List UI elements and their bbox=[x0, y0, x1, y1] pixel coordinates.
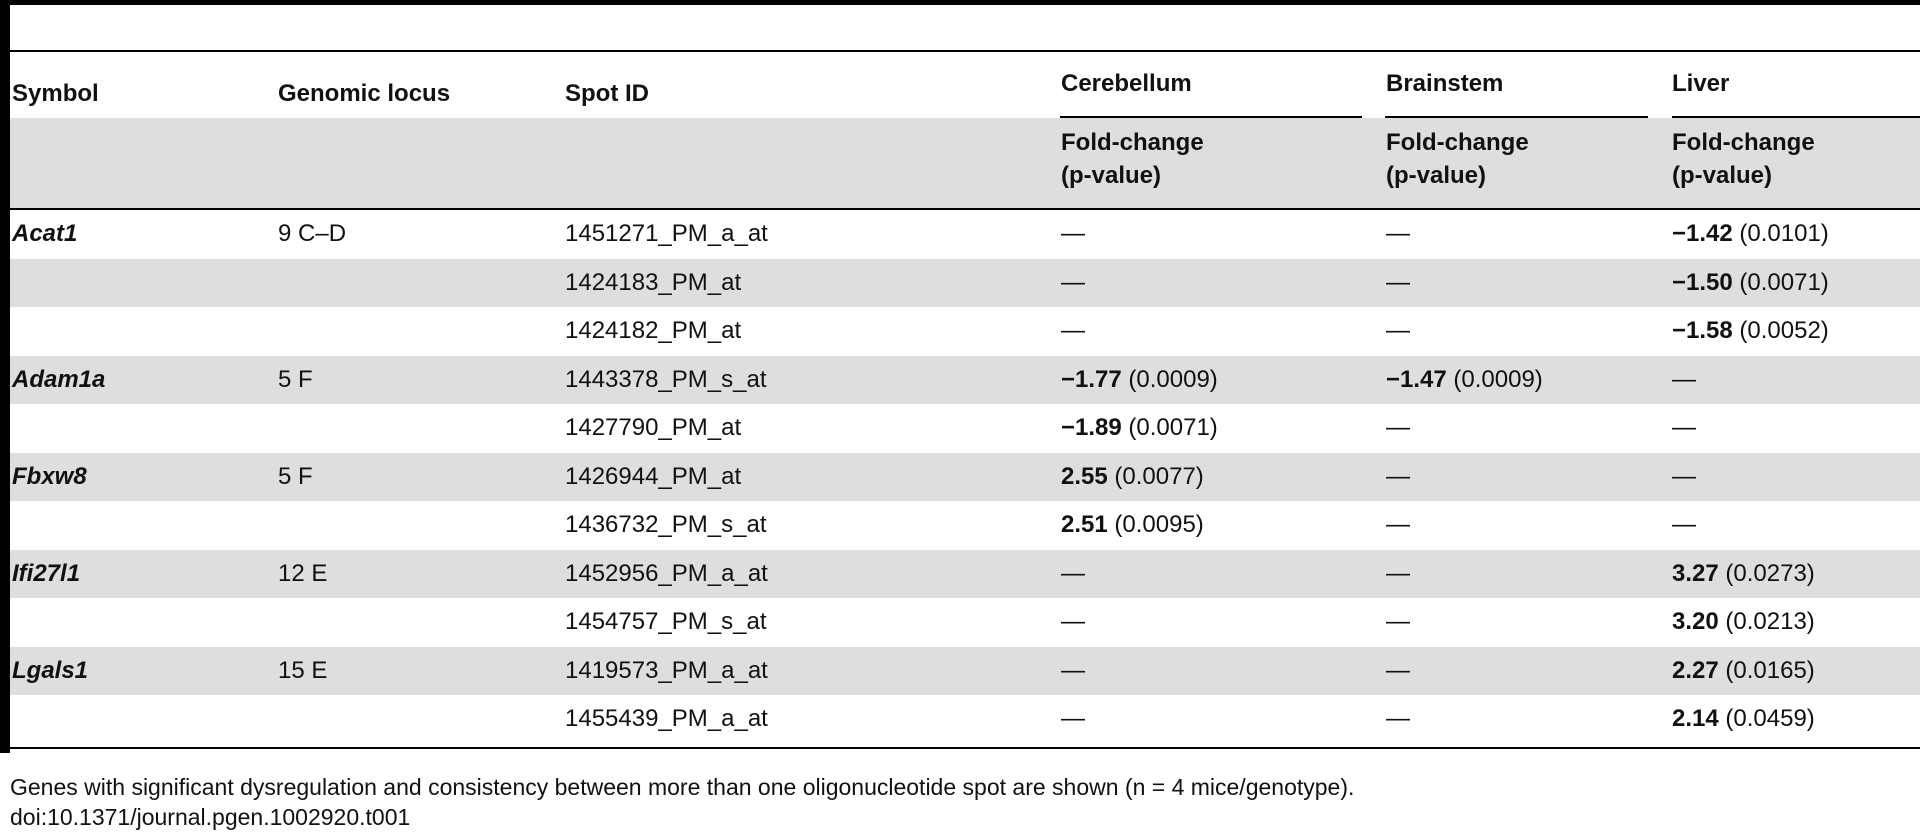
liver-fold-change-cell bbox=[1672, 703, 1815, 735]
subheader-cerebellum-line1: Fold-change bbox=[1061, 129, 1204, 156]
genomic-locus: 5 F bbox=[278, 365, 313, 393]
doi-reference: doi:10.1371/journal.pgen.1002920.t001 bbox=[10, 804, 411, 830]
brainstem-fold-change: −1.47 bbox=[1386, 365, 1447, 393]
cerebellum-fold-change-cell bbox=[1061, 606, 1085, 638]
gene-symbol: Ifi27l1 bbox=[12, 559, 81, 587]
liver-p-value: (0.0101) bbox=[1739, 220, 1829, 247]
cerebellum-fold-change-cell bbox=[1061, 703, 1085, 735]
brainstem-fold-change: — bbox=[1386, 656, 1410, 684]
spot-id: 1443378_PM_s_at bbox=[565, 365, 767, 393]
liver-fold-change: — bbox=[1672, 511, 1696, 538]
gene-symbol: Adam1a bbox=[12, 365, 106, 393]
brainstem-fold-change-cell bbox=[1386, 267, 1410, 299]
gene-symbol: Acat1 bbox=[12, 220, 78, 247]
gene-symbol: Lgals1 bbox=[12, 656, 89, 684]
liver-fold-change-cell bbox=[1672, 218, 1829, 250]
liver-p-value: (0.0213) bbox=[1725, 608, 1815, 635]
brainstem-fold-change: — bbox=[1386, 317, 1410, 344]
genomic-locus: 15 E bbox=[278, 656, 328, 684]
cerebellum-fold-change-cell bbox=[1061, 655, 1085, 687]
brainstem-fold-change-cell bbox=[1386, 461, 1410, 493]
cerebellum-fold-change: — bbox=[1061, 656, 1085, 684]
spot-id: 1436732_PM_s_at bbox=[565, 511, 767, 538]
brainstem-fold-change: — bbox=[1386, 268, 1410, 296]
liver-fold-change: −1.42 bbox=[1672, 220, 1733, 247]
liver-p-value: (0.0165) bbox=[1725, 656, 1815, 684]
table-bottom-rule bbox=[10, 747, 1920, 749]
subheader-brainstem-line1: Fold-change bbox=[1386, 129, 1529, 156]
table-footnote: Genes with significant dysregulation and consistency between more than one oligonucleotide spot are shown (n = 4 mice/genotype). bbox=[10, 774, 1355, 800]
cerebellum-fold-change-cell bbox=[1061, 461, 1204, 493]
subheader-band bbox=[10, 118, 1920, 208]
brainstem-fold-change-cell bbox=[1386, 703, 1410, 735]
liver-fold-change: — bbox=[1672, 365, 1696, 393]
brainstem-fold-change: — bbox=[1386, 511, 1410, 538]
header-brainstem: Brainstem bbox=[1386, 70, 1504, 97]
cerebellum-fold-change: 2.55 bbox=[1061, 462, 1108, 490]
subheader-liver-line1: Fold-change bbox=[1672, 129, 1815, 156]
gene-symbol: Fbxw8 bbox=[12, 462, 87, 490]
row-band bbox=[10, 259, 1920, 307]
brainstem-fold-change-cell bbox=[1386, 315, 1410, 347]
liver-fold-change-cell bbox=[1672, 412, 1696, 444]
liver-fold-change-cell bbox=[1672, 606, 1815, 638]
liver-fold-change-cell bbox=[1672, 558, 1815, 590]
brainstem-fold-change: — bbox=[1386, 705, 1410, 732]
spot-id: 1451271_PM_a_at bbox=[565, 220, 768, 247]
brainstem-fold-change: — bbox=[1386, 462, 1410, 490]
cerebellum-fold-change: — bbox=[1061, 220, 1085, 247]
liver-fold-change: 2.27 bbox=[1672, 656, 1719, 684]
header-spot-id: Spot ID bbox=[565, 80, 649, 107]
cerebellum-fold-change: — bbox=[1061, 559, 1085, 587]
cerebellum-fold-change: — bbox=[1061, 705, 1085, 732]
genomic-locus: 12 E bbox=[278, 559, 328, 587]
cerebellum-p-value: (0.0071) bbox=[1128, 414, 1218, 441]
liver-fold-change: 2.14 bbox=[1672, 705, 1719, 732]
brainstem-p-value: (0.0009) bbox=[1453, 365, 1543, 393]
brainstem-fold-change-cell bbox=[1386, 364, 1543, 396]
liver-fold-change: 3.20 bbox=[1672, 608, 1719, 635]
cerebellum-fold-change-cell bbox=[1061, 509, 1204, 541]
subheader-liver-line2: (p-value) bbox=[1672, 162, 1773, 189]
cerebellum-fold-change: −1.89 bbox=[1061, 414, 1122, 441]
liver-p-value: (0.0071) bbox=[1739, 268, 1829, 296]
header-cerebellum: Cerebellum bbox=[1061, 70, 1192, 97]
genomic-locus: 9 C–D bbox=[278, 220, 347, 247]
table-top-border bbox=[0, 0, 1920, 5]
spot-id: 1419573_PM_a_at bbox=[565, 656, 768, 684]
liver-fold-change-cell bbox=[1672, 461, 1696, 493]
liver-fold-change-cell bbox=[1672, 315, 1829, 347]
cerebellum-fold-change: — bbox=[1061, 608, 1085, 635]
brainstem-fold-change-cell bbox=[1386, 606, 1410, 638]
header-bottom-rule bbox=[10, 208, 1920, 210]
table-left-border bbox=[0, 0, 10, 753]
spot-id: 1427790_PM_at bbox=[565, 414, 742, 441]
liver-fold-change-cell bbox=[1672, 364, 1696, 396]
cerebellum-fold-change-cell bbox=[1061, 364, 1218, 396]
brainstem-fold-change-cell bbox=[1386, 218, 1410, 250]
spot-id: 1424182_PM_at bbox=[565, 317, 742, 344]
cerebellum-fold-change: — bbox=[1061, 317, 1085, 344]
spot-id: 1454757_PM_s_at bbox=[565, 608, 767, 635]
brainstem-fold-change-cell bbox=[1386, 412, 1410, 444]
liver-fold-change: — bbox=[1672, 462, 1696, 490]
header-top-rule bbox=[10, 50, 1920, 52]
cerebellum-fold-change-cell bbox=[1061, 267, 1085, 299]
genomic-locus: 5 F bbox=[278, 462, 313, 490]
cerebellum-fold-change-cell bbox=[1061, 315, 1085, 347]
brainstem-fold-change: — bbox=[1386, 220, 1410, 247]
spot-id: 1424183_PM_at bbox=[565, 268, 742, 296]
brainstem-fold-change-cell bbox=[1386, 655, 1410, 687]
liver-fold-change: −1.50 bbox=[1672, 268, 1733, 296]
brainstem-fold-change: — bbox=[1386, 559, 1410, 587]
cerebellum-fold-change-cell bbox=[1061, 218, 1085, 250]
spot-id: 1452956_PM_a_at bbox=[565, 559, 768, 587]
brainstem-fold-change: — bbox=[1386, 608, 1410, 635]
cerebellum-p-value: (0.0077) bbox=[1114, 462, 1204, 490]
header-symbol: Symbol bbox=[12, 80, 99, 107]
spot-id: 1426944_PM_at bbox=[565, 462, 742, 490]
liver-fold-change: — bbox=[1672, 414, 1696, 441]
liver-fold-change-cell bbox=[1672, 509, 1696, 541]
brainstem-fold-change-cell bbox=[1386, 509, 1410, 541]
spot-id: 1455439_PM_a_at bbox=[565, 705, 768, 732]
liver-fold-change: 3.27 bbox=[1672, 559, 1719, 587]
brainstem-fold-change-cell bbox=[1386, 558, 1410, 590]
cerebellum-fold-change-cell bbox=[1061, 412, 1218, 444]
liver-p-value: (0.0459) bbox=[1725, 705, 1815, 732]
header-genomic-locus: Genomic locus bbox=[278, 80, 451, 107]
liver-fold-change-cell bbox=[1672, 267, 1829, 299]
brainstem-fold-change: — bbox=[1386, 414, 1410, 441]
cerebellum-p-value: (0.0009) bbox=[1128, 365, 1218, 393]
header-liver: Liver bbox=[1672, 70, 1730, 97]
liver-fold-change-cell bbox=[1672, 655, 1815, 687]
cerebellum-fold-change-cell bbox=[1061, 558, 1085, 590]
subheader-brainstem-line2: (p-value) bbox=[1386, 162, 1487, 189]
cerebellum-fold-change: 2.51 bbox=[1061, 511, 1108, 538]
cerebellum-fold-change: — bbox=[1061, 268, 1085, 296]
liver-p-value: (0.0052) bbox=[1739, 317, 1829, 344]
cerebellum-fold-change: −1.77 bbox=[1061, 365, 1122, 393]
liver-fold-change: −1.58 bbox=[1672, 317, 1733, 344]
liver-p-value: (0.0273) bbox=[1725, 559, 1815, 587]
cerebellum-p-value: (0.0095) bbox=[1114, 511, 1204, 538]
subheader-cerebellum-line2: (p-value) bbox=[1061, 162, 1162, 189]
